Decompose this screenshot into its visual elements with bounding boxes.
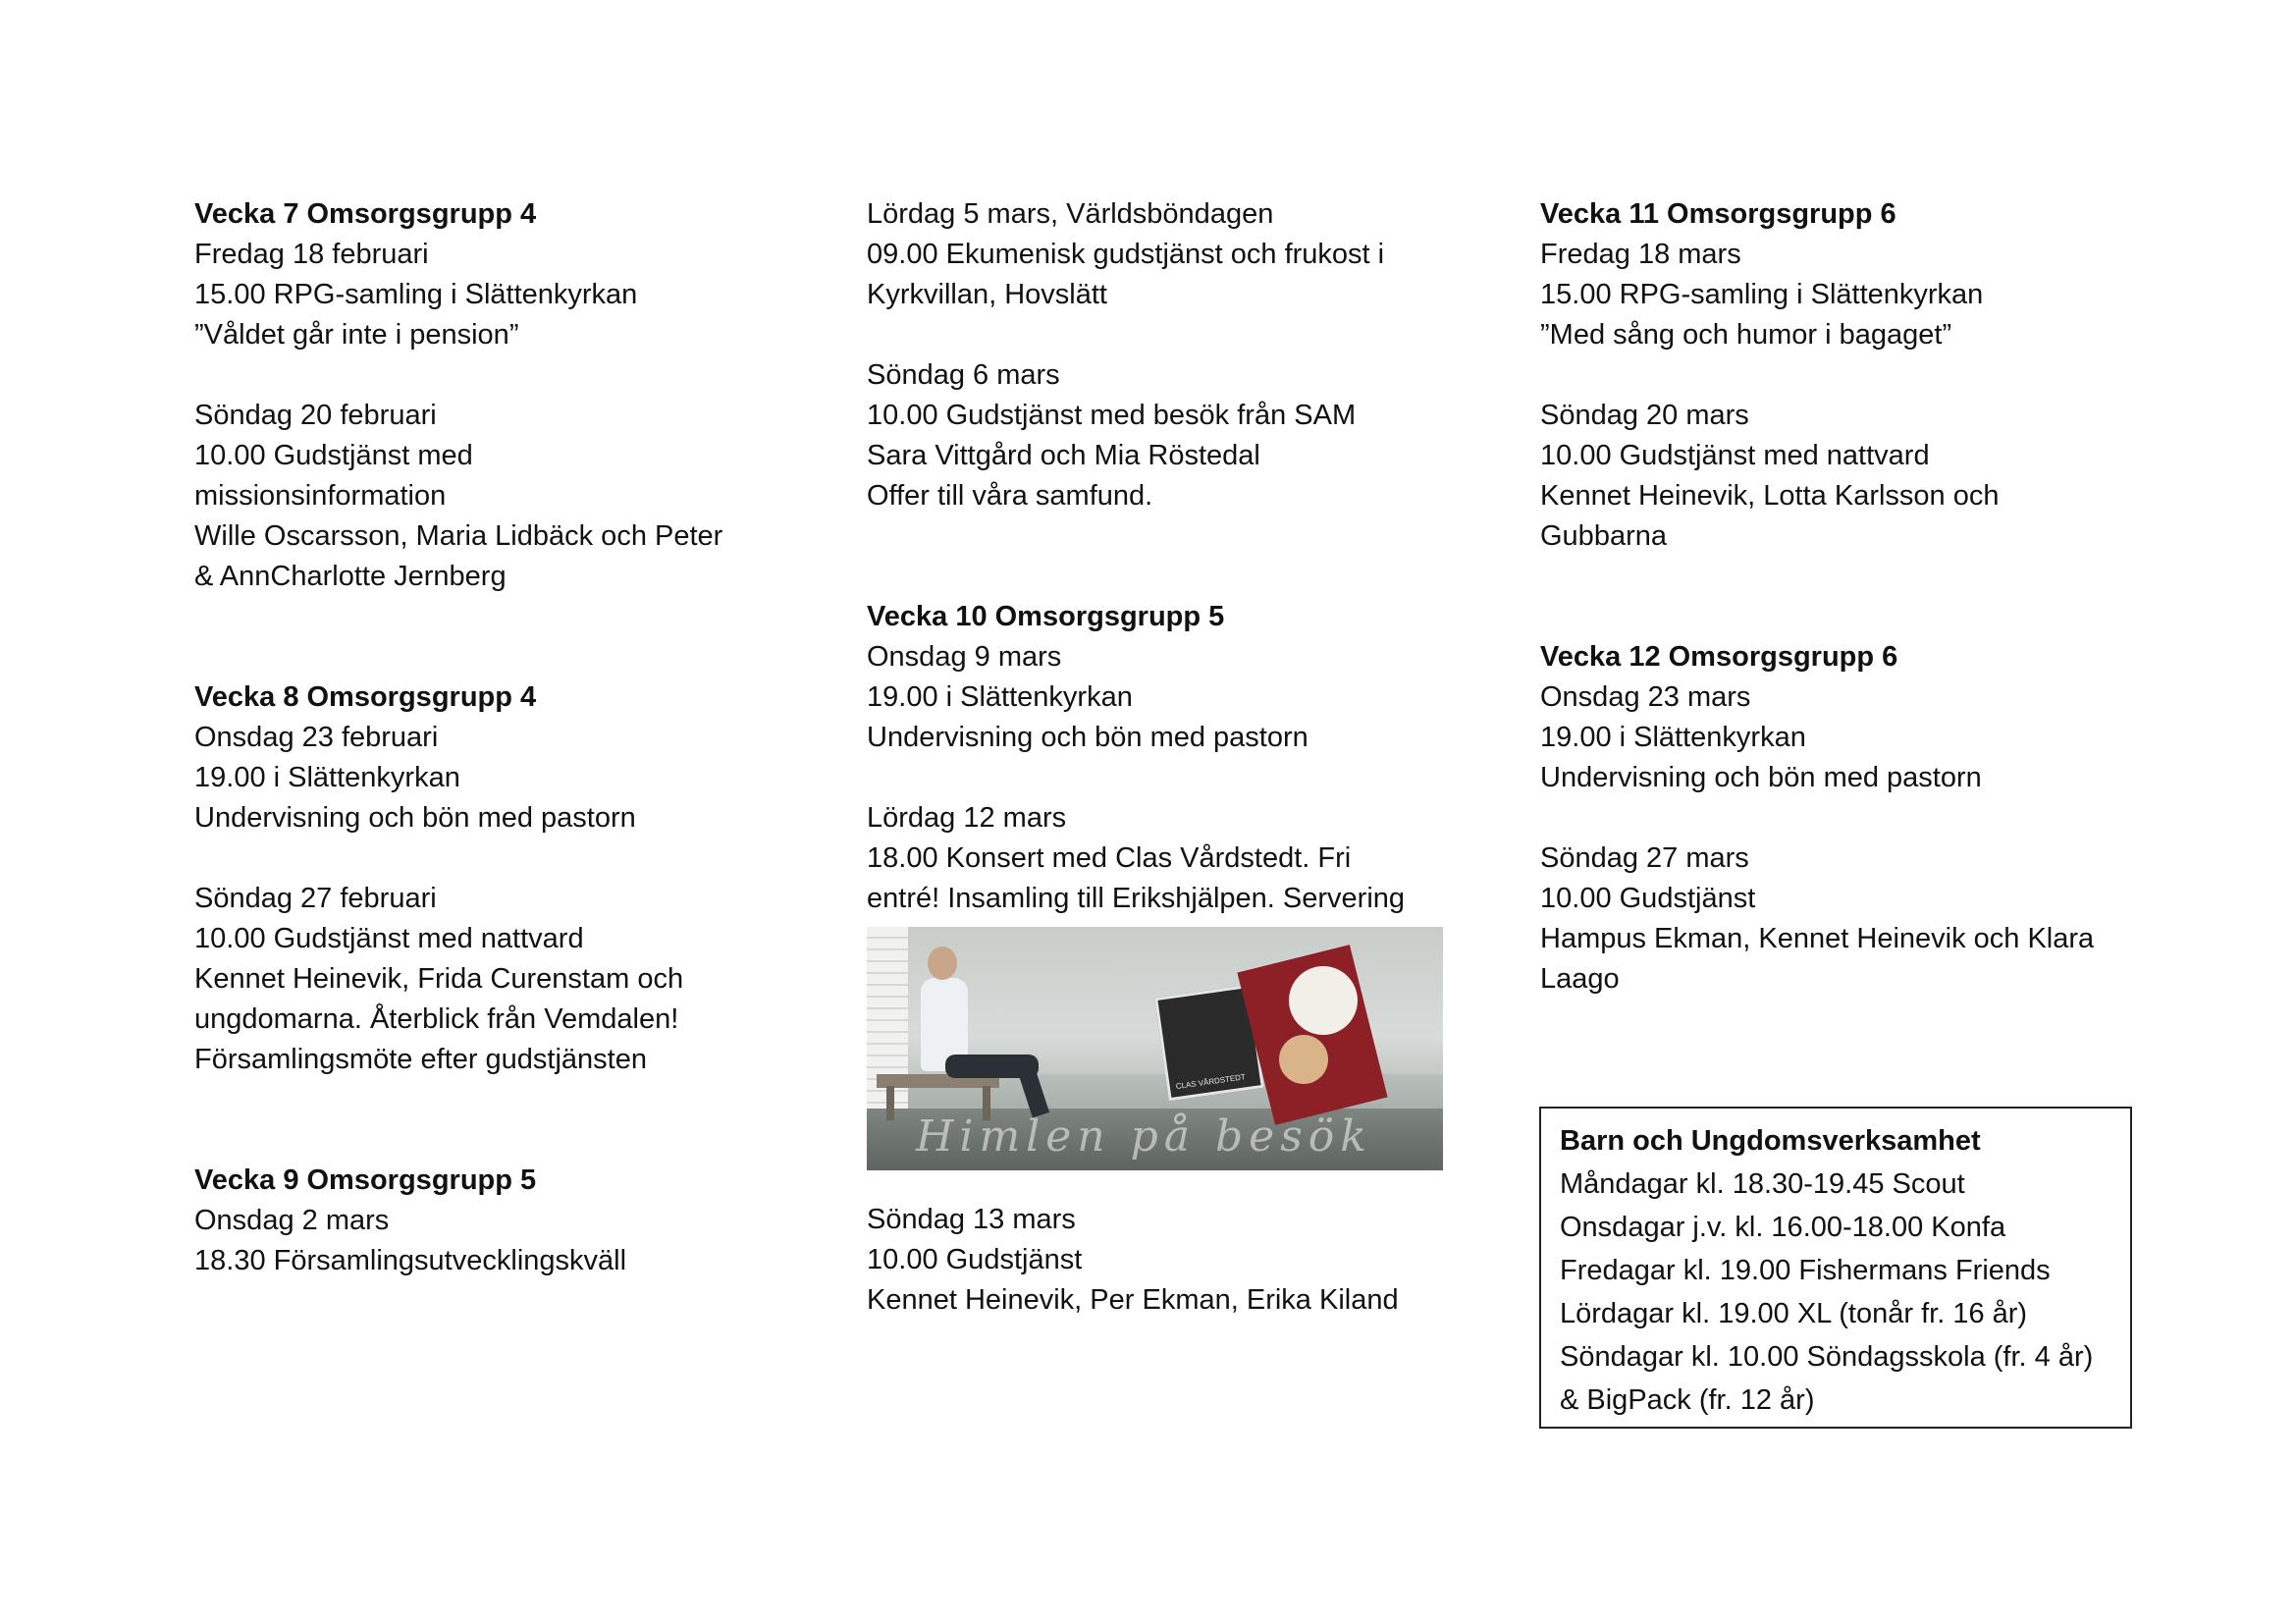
week-9-heading: Vecka 9 Omsorgsgrupp 5 bbox=[194, 1164, 537, 1196]
album-small-label: CLAS VÅRDSTEDT bbox=[1175, 1072, 1247, 1092]
event-line: Undervisning och bön med pastorn bbox=[194, 802, 636, 834]
event-line: 15.00 RPG-samling i Slättenkyrkan bbox=[1540, 279, 1984, 310]
photo-album-disc bbox=[1279, 1035, 1328, 1084]
event-line: Offer till våra samfund. bbox=[867, 480, 1153, 512]
event-line: 10.00 Gudstjänst bbox=[867, 1244, 1083, 1275]
event-line: Söndag 6 mars bbox=[867, 359, 1060, 391]
event-line: 10.00 Gudstjänst med nattvard bbox=[194, 923, 584, 954]
event-line: Hampus Ekman, Kennet Heinevik och Klara bbox=[1540, 923, 2095, 954]
event-line: Söndag 27 mars bbox=[1540, 842, 1749, 874]
event-line: Lördag 12 mars bbox=[867, 802, 1067, 834]
column-2 bbox=[867, 194, 1475, 1321]
event-line: 19.00 i Slättenkyrkan bbox=[867, 681, 1133, 713]
week-7-heading: Vecka 7 Omsorgsgrupp 4 bbox=[194, 198, 537, 230]
event-line: Söndag 13 mars bbox=[867, 1204, 1076, 1235]
event-line: Församlingsmöte efter gudstjänsten bbox=[194, 1044, 647, 1075]
event-line: Sara Vittgård och Mia Röstedal bbox=[867, 440, 1260, 471]
spacer bbox=[194, 597, 803, 677]
spacer bbox=[1540, 798, 2149, 839]
spacer bbox=[194, 355, 803, 396]
event-line: Söndag 20 februari bbox=[194, 400, 437, 431]
event-line: Onsdag 2 mars bbox=[194, 1205, 390, 1236]
event-line: 19.00 i Slättenkyrkan bbox=[194, 762, 460, 793]
event-line: Laago bbox=[1540, 963, 1620, 995]
event-line: 18.30 Församlingsutvecklingskväll bbox=[194, 1245, 627, 1276]
event-line: Söndag 20 mars bbox=[1540, 400, 1749, 431]
spacer bbox=[867, 315, 1475, 355]
event-line: 10.00 Gudstjänst med bbox=[194, 440, 473, 471]
spacer bbox=[1540, 557, 2149, 637]
event-line: 10.00 Gudstjänst med besök från SAM bbox=[867, 400, 1357, 431]
activity-line: Lördagar kl. 19.00 XL (tonår fr. 16 år) bbox=[1560, 1298, 2028, 1329]
activity-line: Fredagar kl. 19.00 Fishermans Friends bbox=[1560, 1255, 2051, 1286]
concert-photo bbox=[867, 927, 1443, 1170]
event-line: Onsdag 23 mars bbox=[1540, 681, 1751, 713]
activity-line: Söndagar kl. 10.00 Söndagsskola (fr. 4 år) bbox=[1560, 1341, 2094, 1373]
event-line: Onsdag 9 mars bbox=[867, 641, 1062, 673]
event-line: Kennet Heinevik, Lotta Karlsson och bbox=[1540, 480, 2000, 512]
event-line: Lördag 5 mars, Världsböndagen bbox=[867, 198, 1274, 230]
photo-album-plate bbox=[1289, 966, 1358, 1035]
event-line: Fredag 18 februari bbox=[194, 239, 429, 270]
event-line: Gubbarna bbox=[1540, 520, 1667, 552]
spacer bbox=[867, 516, 1475, 597]
spacer bbox=[867, 1170, 1475, 1200]
event-line: ”Våldet går inte i pension” bbox=[194, 319, 519, 351]
activity-line: Måndagar kl. 18.30-19.45 Scout bbox=[1560, 1168, 1965, 1200]
event-line: Wille Oscarsson, Maria Lidbäck och Peter bbox=[194, 520, 723, 552]
photo-script-text: Himlen på besök bbox=[916, 1111, 1372, 1162]
event-line: 10.00 Gudstjänst med nattvard bbox=[1540, 440, 1930, 471]
photo-person-head bbox=[928, 947, 957, 980]
event-line: ungdomarna. Återblick från Vemdalen! bbox=[194, 1003, 679, 1035]
week-8-heading: Vecka 8 Omsorgsgrupp 4 bbox=[194, 681, 537, 713]
event-line: Kyrkvillan, Hovslätt bbox=[867, 279, 1107, 310]
youth-activities-heading: Barn och Ungdomsverksamhet bbox=[1560, 1125, 1981, 1157]
event-line: 10.00 Gudstjänst bbox=[1540, 883, 1756, 914]
event-line: Kennet Heinevik, Frida Curenstam och bbox=[194, 963, 684, 995]
activity-line: Onsdagar j.v. kl. 16.00-18.00 Konfa bbox=[1560, 1212, 2006, 1243]
event-line: Undervisning och bön med pastorn bbox=[1540, 762, 1982, 793]
spacer bbox=[194, 839, 803, 879]
event-line: Kennet Heinevik, Per Ekman, Erika Kiland bbox=[867, 1284, 1399, 1316]
week-12-heading: Vecka 12 Omsorgsgrupp 6 bbox=[1540, 641, 1898, 673]
photo-bench-leg bbox=[886, 1086, 894, 1120]
event-line: 18.00 Konsert med Clas Vårdstedt. Fri bbox=[867, 842, 1352, 874]
event-line: Onsdag 23 februari bbox=[194, 722, 439, 753]
event-line: 09.00 Ekumenisk gudstjänst och frukost i bbox=[867, 239, 1385, 270]
spacer bbox=[194, 1080, 803, 1161]
event-line: ”Med sång och humor i bagaget” bbox=[1540, 319, 1952, 351]
event-line: 19.00 i Slättenkyrkan bbox=[1540, 722, 1806, 753]
event-line: Undervisning och bön med pastorn bbox=[867, 722, 1308, 753]
event-line: entré! Insamling till Erikshjälpen. Servering bbox=[867, 883, 1406, 914]
week-10-heading: Vecka 10 Omsorgsgrupp 5 bbox=[867, 601, 1225, 632]
week-11-heading: Vecka 11 Omsorgsgrupp 6 bbox=[1540, 198, 1896, 230]
youth-activities-box bbox=[1539, 1107, 2132, 1429]
column-3 bbox=[1540, 194, 2149, 1000]
spacer bbox=[867, 758, 1475, 798]
activity-line: & BigPack (fr. 12 år) bbox=[1560, 1384, 1815, 1416]
event-line: missionsinformation bbox=[194, 480, 447, 512]
event-line: Fredag 18 mars bbox=[1540, 239, 1741, 270]
column-1 bbox=[194, 194, 803, 1281]
spacer bbox=[1540, 355, 2149, 396]
event-line: 15.00 RPG-samling i Slättenkyrkan bbox=[194, 279, 638, 310]
event-line: Söndag 27 februari bbox=[194, 883, 437, 914]
event-line: & AnnCharlotte Jernberg bbox=[194, 561, 507, 592]
